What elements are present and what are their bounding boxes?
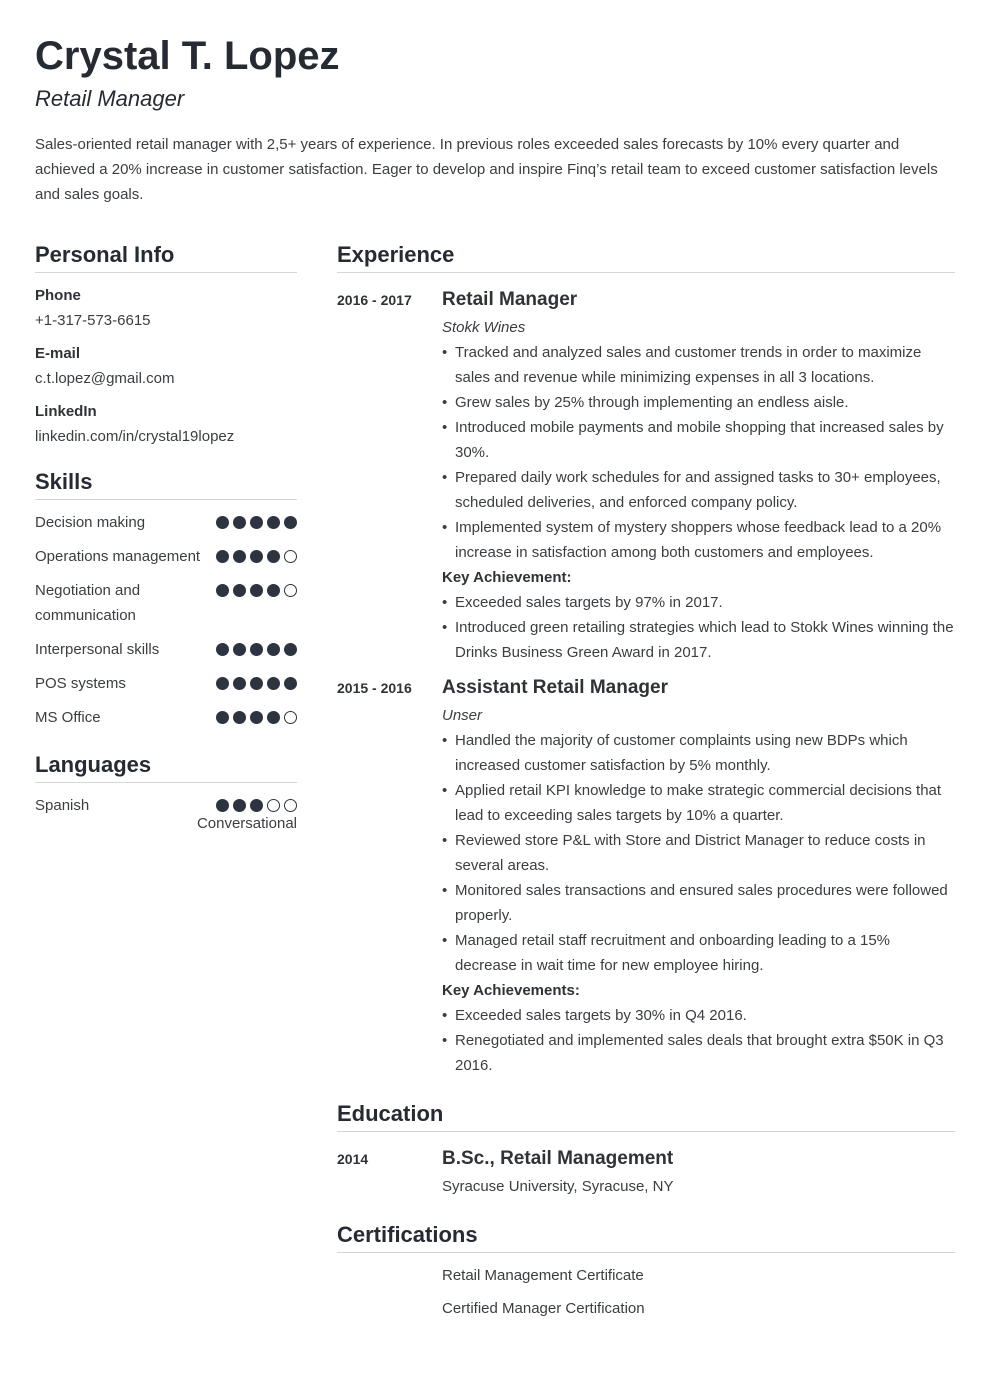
bullet-item: • Exceeded sales targets by 97% in 2017.: [442, 590, 955, 615]
filled-dot-icon: [250, 643, 263, 656]
phone-value: +1-317-573-6615: [35, 312, 151, 329]
personal-info-phone: [35, 283, 297, 333]
bullet-item: • Renegotiated and implemented sales deals that brought extra $50K in Q3 2016.: [442, 1028, 955, 1078]
bullet-item: • Introduced green retailing strategies which lead to Stokk Wines winning the Drinks Business Green Award in 2017.: [442, 615, 955, 665]
skill-name: POS systems: [35, 675, 126, 692]
personal-info-email: [35, 341, 297, 391]
bullet-item: • Managed retail staff recruitment and onboarding leading to a 15% decrease in wait time for new employee hiring.: [442, 928, 955, 978]
filled-dot-icon: [267, 584, 280, 597]
entry-date: 2014: [337, 1151, 369, 1167]
key-achievement-label: Key Achievement:: [442, 569, 572, 586]
skill-item: [35, 637, 297, 662]
skill-name: Interpersonal skills: [35, 641, 160, 658]
filled-dot-icon: [216, 516, 229, 529]
skill-name: MS Office: [35, 709, 101, 726]
filled-dot-icon: [216, 799, 229, 812]
company-name: Stokk Wines: [442, 319, 526, 336]
achievements-list: [442, 1003, 955, 1078]
personal-info-linkedin: [35, 399, 297, 449]
skill-name: Decision making: [35, 514, 146, 531]
personal-info-heading: Personal Info: [35, 241, 297, 273]
skill-item: [35, 544, 297, 569]
skill-name: Operations management: [35, 548, 201, 565]
bullet-item: • Reviewed store P&L with Store and District Manager to reduce costs in several areas.: [442, 828, 955, 878]
empty-dot-icon: [267, 799, 280, 812]
filled-dot-icon: [284, 516, 297, 529]
certification-item: Retail Management Certificate: [442, 1267, 644, 1284]
linkedin-label: LinkedIn: [35, 403, 97, 420]
language-name: Spanish: [35, 797, 90, 814]
skill-rating: [216, 510, 297, 529]
filled-dot-icon: [284, 643, 297, 656]
filled-dot-icon: [233, 677, 246, 690]
language-rating: [216, 793, 297, 812]
empty-dot-icon: [284, 550, 297, 563]
certification-item: Certified Manager Certification: [442, 1300, 645, 1317]
bullet-item: • Grew sales by 25% through implementing an endless aisle.: [442, 390, 955, 415]
right-column: [337, 241, 955, 1321]
job-title: Retail Manager: [442, 289, 578, 310]
filled-dot-icon: [267, 677, 280, 690]
skill-rating: [216, 705, 297, 724]
experience-entry: [337, 287, 955, 665]
job-title: Assistant Retail Manager: [442, 677, 668, 698]
filled-dot-icon: [216, 677, 229, 690]
education-entry: [337, 1146, 955, 1199]
filled-dot-icon: [284, 677, 297, 690]
linkedin-value: linkedin.com/in/crystal19lopez: [35, 428, 235, 445]
bullet-item: • Handled the majority of customer complaints using new BDPs which increased customer satisfaction by 5% monthly.: [442, 728, 955, 778]
empty-dot-icon: [284, 584, 297, 597]
filled-dot-icon: [233, 799, 246, 812]
empty-dot-icon: [284, 799, 297, 812]
filled-dot-icon: [233, 711, 246, 724]
achievements-list: [442, 590, 955, 665]
language-item: [35, 793, 297, 834]
responsibilities-list: [442, 340, 955, 565]
bullet-item: • Monitored sales transactions and ensured sales procedures were followed properly.: [442, 878, 955, 928]
bullet-item: • Implemented system of mystery shoppers whose feedback lead to a 20% increase in satisfaction among both customers and employees.: [442, 515, 955, 565]
language-level: Conversational: [196, 815, 297, 832]
bullet-item: • Applied retail KPI knowledge to make strategic commercial decisions that lead to exceeding sales targets by 10% a quarter.: [442, 778, 955, 828]
bullet-item: • Introduced mobile payments and mobile shopping that increased sales by 30%.: [442, 415, 955, 465]
skill-item: [35, 510, 297, 535]
skills-list: [35, 510, 297, 730]
education-heading: Education: [337, 1100, 955, 1132]
filled-dot-icon: [216, 550, 229, 563]
filled-dot-icon: [216, 711, 229, 724]
filled-dot-icon: [250, 516, 263, 529]
summary: Sales-oriented retail manager with 2,5+ years of experience. In previous roles exceeded sales forecasts by 10% every quarter and achieved a 20% increase in customer satisfaction. Eager to develop and inspire Finq’s retail team to exceed customer satisfaction levels and sales goals.: [35, 136, 938, 203]
entry-date: 2016 - 2017: [337, 292, 412, 308]
filled-dot-icon: [250, 550, 263, 563]
degree: B.Sc., Retail Management: [442, 1148, 674, 1169]
responsibilities-list: [442, 728, 955, 978]
skill-item: [35, 671, 297, 696]
filled-dot-icon: [250, 584, 263, 597]
company-name: Unser: [442, 707, 483, 724]
filled-dot-icon: [216, 643, 229, 656]
experience-entry: [337, 675, 955, 1078]
phone-label: Phone: [35, 287, 81, 304]
skills-heading: Skills: [35, 468, 297, 500]
email-label: E-mail: [35, 345, 81, 362]
filled-dot-icon: [233, 643, 246, 656]
filled-dot-icon: [250, 799, 263, 812]
candidate-title: Retail Manager: [35, 86, 185, 111]
filled-dot-icon: [267, 643, 280, 656]
certifications-heading: Certifications: [337, 1221, 955, 1253]
filled-dot-icon: [267, 550, 280, 563]
skill-item: [35, 578, 297, 628]
skill-name: Negotiation and communication: [35, 582, 141, 624]
email-value: c.t.lopez@gmail.com: [35, 370, 175, 387]
filled-dot-icon: [267, 516, 280, 529]
experience-heading: Experience: [337, 241, 955, 273]
filled-dot-icon: [250, 677, 263, 690]
bullet-item: • Tracked and analyzed sales and customer trends in order to maximize sales and revenue while minimizing expenses in all 3 locations.: [442, 340, 955, 390]
skill-rating: [216, 578, 297, 597]
skill-rating: [216, 671, 297, 690]
entry-date: 2015 - 2016: [337, 680, 412, 696]
key-achievements-label: Key Achievements:: [442, 982, 580, 999]
skill-rating: [216, 637, 297, 656]
languages-heading: Languages: [35, 751, 297, 783]
empty-dot-icon: [284, 711, 297, 724]
skill-item: [35, 705, 297, 730]
bullet-item: • Prepared daily work schedules for and assigned tasks to 30+ employees, scheduled deliveries, and enforced company policy.: [442, 465, 955, 515]
skill-rating: [216, 544, 297, 563]
filled-dot-icon: [233, 584, 246, 597]
school: Syracuse University, Syracuse, NY: [442, 1178, 674, 1195]
bullet-item: • Exceeded sales targets by 30% in Q4 2016.: [442, 1003, 955, 1028]
candidate-name: Crystal T. Lopez: [35, 34, 340, 78]
left-column: [35, 241, 297, 834]
filled-dot-icon: [267, 711, 280, 724]
filled-dot-icon: [233, 516, 246, 529]
filled-dot-icon: [250, 711, 263, 724]
filled-dot-icon: [216, 584, 229, 597]
filled-dot-icon: [233, 550, 246, 563]
